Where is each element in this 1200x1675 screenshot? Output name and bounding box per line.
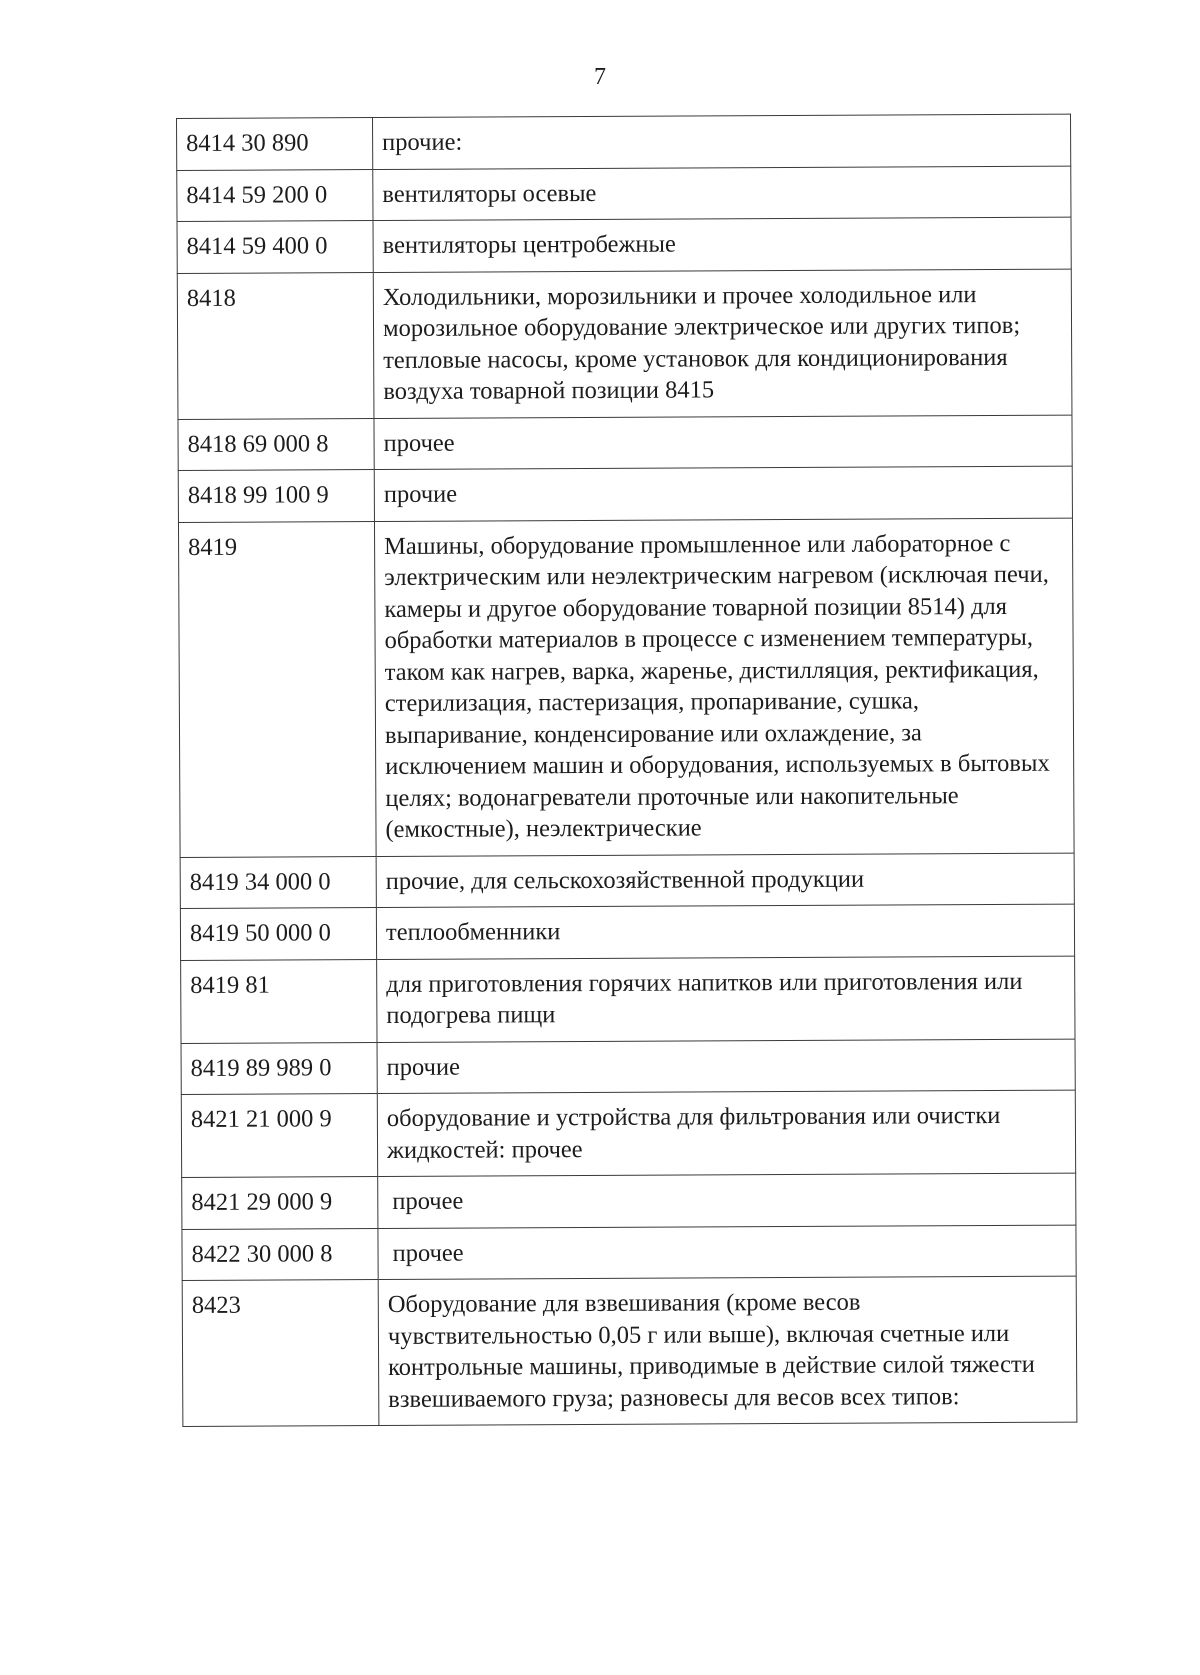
- table-row: [178, 518, 1074, 857]
- description-cell: Оборудование для взвешивания (кроме весов чувствительностью 0,05 г или выше), включая счетные или контрольные машины, приводимые в действие силой тяжести взвешиваемого груза; разновесы для весов всех типов:: [378, 1276, 1077, 1425]
- table-row: [177, 166, 1071, 222]
- table-row: [178, 415, 1072, 471]
- description-cell: Машины, оборудование промышленное или лабораторное с электрическим или неэлектрическим нагревом (исключая печи, камеры и другое оборудование товарной позиции 8514) для обработки материалов в процессе с изменением температуры, таком как нагрев, варка, жаренье, дистилляция, ректификация, стерилизация, пастеризация, пропаривание, сушка, выпаривание, конденсирование или охлаждение, за исключением машин и оборудования, используемых в бытовых целях; водонагреватели проточные или накопительные (емкостные), неэлектрические: [374, 518, 1074, 856]
- table-row: [180, 853, 1074, 909]
- code-cell: 8423: [182, 1280, 379, 1427]
- code-cell: 8414 59 400 0: [177, 221, 373, 273]
- tariff-code-table: [176, 114, 1077, 1427]
- description-cell: прочие: [374, 466, 1072, 521]
- table-row: [180, 904, 1074, 960]
- code-cell: 8414 59 200 0: [177, 169, 373, 221]
- code-cell: 8422 30 000 8: [182, 1228, 378, 1280]
- code-cell: 8419 81: [181, 959, 377, 1043]
- description-cell: прочие, для сельскохозяйственной продукции: [376, 853, 1074, 908]
- table-row: [177, 114, 1071, 170]
- table-row: [177, 217, 1071, 273]
- code-cell: 8421 29 000 9: [182, 1177, 378, 1229]
- code-cell: 8414 30 890: [177, 118, 373, 170]
- code-cell: 8418: [177, 272, 374, 419]
- description-cell: Холодильники, морозильники и прочее холодильное или морозильное оборудование электрическое или других типов; тепловые насосы, кроме установок для кондиционирования воздуха товарной позиции 8415: [373, 269, 1072, 418]
- page-number: 7: [594, 64, 606, 90]
- table-row: [178, 466, 1072, 522]
- table-row: [182, 1225, 1076, 1281]
- description-cell: прочее: [378, 1173, 1076, 1228]
- table-row: [181, 956, 1075, 1043]
- description-cell: вентиляторы осевые: [373, 166, 1071, 221]
- table-row: [177, 269, 1072, 419]
- table-row: [181, 1039, 1075, 1095]
- description-cell: прочие: [377, 1039, 1075, 1094]
- code-cell: 8419 34 000 0: [180, 856, 376, 908]
- code-cell: 8421 21 000 9: [181, 1094, 377, 1178]
- description-cell: вентиляторы центробежные: [373, 217, 1071, 272]
- code-cell: 8418 99 100 9: [178, 470, 374, 522]
- description-cell: прочее: [378, 1225, 1076, 1280]
- description-cell: прочее: [374, 415, 1072, 470]
- code-cell: 8419 89 989 0: [181, 1042, 377, 1094]
- table-row: [182, 1173, 1076, 1229]
- description-cell: прочие:: [373, 114, 1071, 169]
- code-cell: 8418 69 000 8: [178, 418, 374, 470]
- description-cell: оборудование и устройства для фильтрования или очистки жидкостей: прочее: [377, 1090, 1075, 1176]
- description-cell: теплообменники: [376, 904, 1074, 959]
- code-cell: 8419: [178, 521, 376, 857]
- code-cell: 8419 50 000 0: [180, 908, 376, 960]
- table-row: [182, 1276, 1077, 1426]
- table-row: [181, 1090, 1075, 1177]
- description-cell: для приготовления горячих напитков или приготовления или подогрева пищи: [377, 956, 1075, 1042]
